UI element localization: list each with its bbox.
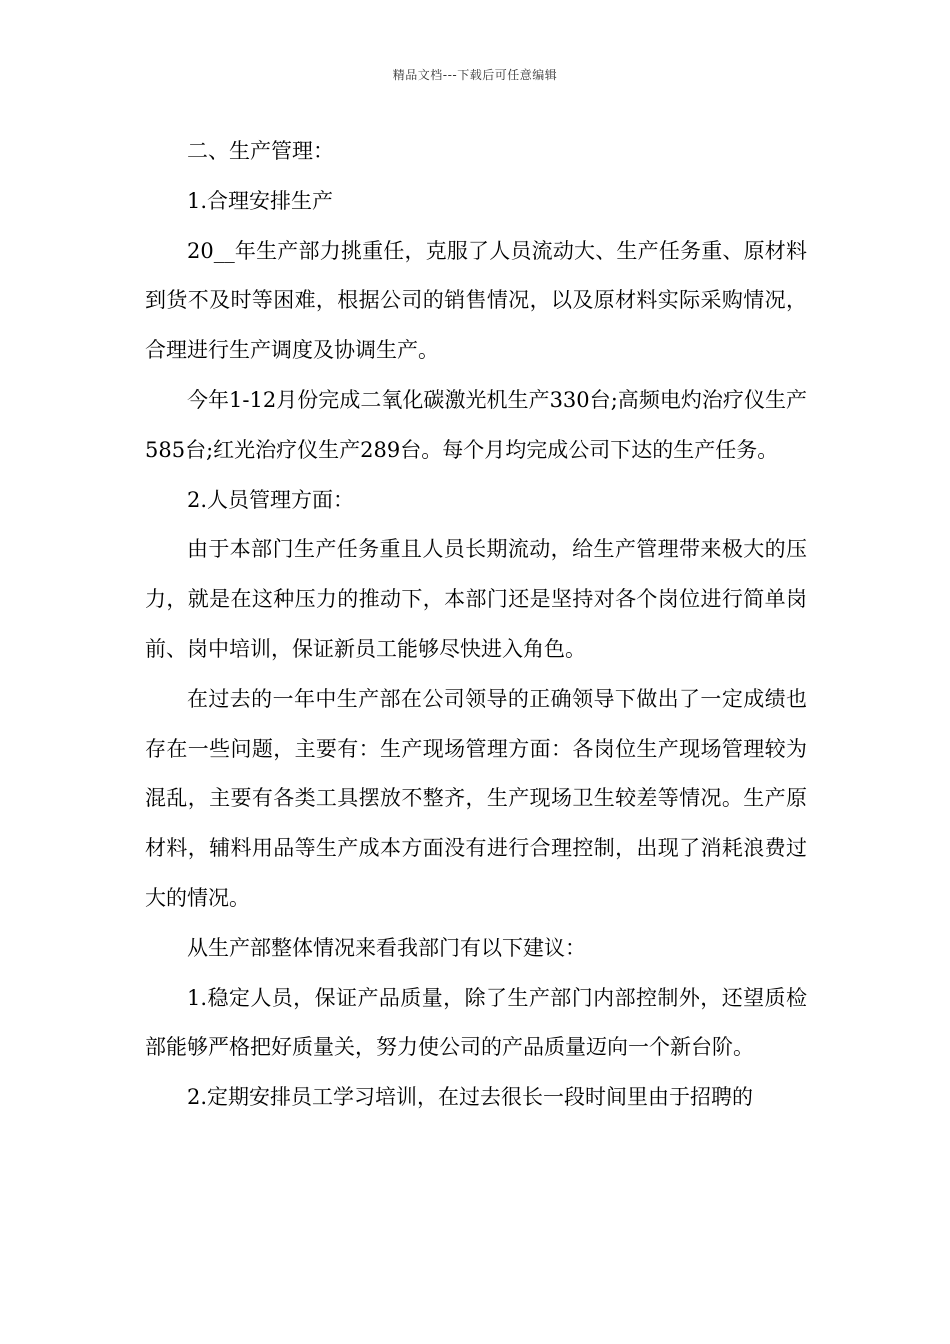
paragraph: 由于本部门生产任务重且人员长期流动，给生产管理带来极大的压力，就是在这种压力的推动下，本部门还是坚持对各个岗位进行简单岗前、岗中培训，保证新员工能够尽快进入角色。 xyxy=(145,537,807,661)
document-body xyxy=(145,127,807,1123)
page-header: 精品文档---下载后可任意编辑 xyxy=(392,68,558,82)
paragraph: 2.定期安排员工学习培训，在过去很长一段时间里由于招聘的 xyxy=(187,1085,754,1110)
subsection-heading: 1.合理安排生产 xyxy=(187,188,334,213)
paragraph: 今年1-12月份完成二氧化碳激光机生产330台;高频电灼治疗仪生产585台;红光治疗仪生产289台。每个月均完成公司下达的生产任务。 xyxy=(145,387,807,462)
section-heading: 二、生产管理： xyxy=(187,139,334,163)
paragraph: 20__年生产部力挑重任，克服了人员流动大、生产任务重、原材料到货不及时等困难，根据公司的销售情况，以及原材料实际采购情况，合理进行生产调度及协调生产。 xyxy=(145,238,807,363)
paragraph: 从生产部整体情况来看我部门有以下建议： xyxy=(187,935,586,960)
paragraph: 在过去的一年中生产部在公司领导的正确领导下做出了一定成绩也存在一些问题，主要有：生产现场管理方面：各岗位生产现场管理较为混乱，主要有各类工具摆放不整齐，生产现场卫生较差等情况。生产原材料，辅料用品等生产成本方面没有进行合理控制，出现了消耗浪费过大的情况。 xyxy=(145,686,807,910)
subsection-heading: 2.人员管理方面： xyxy=(187,487,355,512)
paragraph: 1.稳定人员，保证产品质量，除了生产部门内部控制外，还望质检部能够严格把好质量关，努力使公司的产品质量迈向一个新台阶。 xyxy=(145,985,807,1060)
